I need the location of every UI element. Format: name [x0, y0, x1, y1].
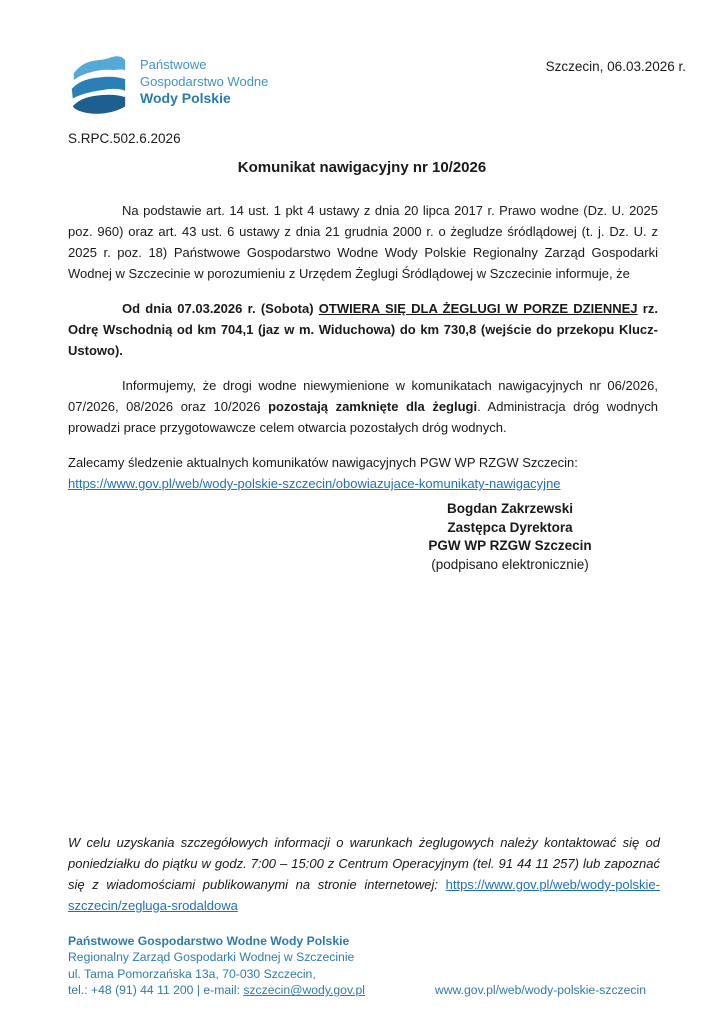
footer-contact-line [68, 982, 365, 998]
footer-street: ul. Tama Pomorzańska 13a, 70-030 Szczecin, [68, 966, 316, 981]
paragraph-legal-basis-text: Na podstawie art. 14 ust. 1 pkt 4 ustawy z dnia 20 lipca 2017 r. Prawo wodne (Dz. U. 2025 poz. 960) oraz art. 43 ust. 6 ustawy z dnia 21 grudnia 2000 r. o żegludze śródlądowej (t. j. Dz. U. z 2025 r. poz. 18) Państwowe Gospodarstwo Wodne Wody Polskie Regionalny Zarząd Gospodarki Wodnej w Szczecinie w porozumieniu z Urzędem Żeglugi Śródlądowej w Szczecinie informuje, że [68, 203, 658, 281]
wody-polskie-logo [65, 50, 268, 118]
logo-line-3: Wody Polskie [140, 90, 231, 106]
logo-line-1: Państwowe [140, 57, 207, 72]
footer-website: www.gov.pl/web/wody-polskie-szczecin [434, 983, 646, 998]
reference-number: S.RPC.502.6.2026 [68, 131, 181, 146]
announcement-underlined: OTWIERA SIĘ DLA ŻEGLUGI W PORZE DZIENNEJ [318, 301, 638, 316]
document-body [68, 200, 658, 508]
email-link[interactable]: szczecin@wody.gov.pl [243, 983, 366, 998]
announcement-intro: Od dnia 07.03.2026 r. (Sobota) [122, 301, 319, 316]
closed-waterways-bold: pozostają zamknięte dla żeglugi [268, 399, 478, 414]
footer-org: Państwowe Gospodarstwo Wodne Wody Polskie [68, 934, 350, 948]
footer [68, 933, 646, 999]
contact-note-text: W celu uzyskania szczegółowych informacji o warunkach żeglugowych należy kontaktować się od poniedziałku do piątku w godz. 7:00 – 15:00 z Centrum Operacyjnym (tel. 91 44 11 257) lub zapoznać się z wiadomościami publikowanymi na stronie internetowej: [68, 835, 660, 892]
place-and-date: Szczecin, 06.03.2026 r. [545, 59, 686, 74]
signature-note: (podpisano elektronicznie) [431, 556, 589, 572]
footer-address-block [68, 933, 365, 999]
signature-block [398, 500, 622, 574]
paragraph-legal-basis [68, 200, 658, 284]
logo-line-2: Gospodarstwo Wodne [140, 74, 269, 89]
signer-org: PGW WP RZGW Szczecin [428, 538, 592, 553]
zegluga-link[interactable]: https://www.gov.pl/web/wody-polskie-szczecin/zegluga-srodaldowa [68, 877, 660, 913]
closed-waterways-end: . Administracja dróg wodnych prowadzi prace przygotowawcze celem otwarcia pozostałych dróg wodnych. [68, 399, 658, 435]
footer-tel: tel.: +48 (91) 44 11 200 | e-mail: [68, 983, 244, 998]
header [65, 50, 686, 118]
signer-role: Zastępca Dyrektora [447, 519, 573, 535]
paragraph-closed-waterways [68, 375, 658, 438]
paragraph-announcement [68, 298, 658, 361]
closed-waterways-intro: Informujemy, że drogi wodne niewymienione w komunikatach nawigacyjnych nr 06/2026, 07/2026, 08/2026 oraz 10/2026 [68, 378, 658, 414]
contact-note [68, 832, 660, 916]
komunikaty-link[interactable]: https://www.gov.pl/web/wody-polskie-szczecin/obowiazujace-komunikaty-nawigacyjne [68, 476, 561, 491]
paragraph-recommendation [68, 452, 658, 494]
footer-division: Regionalny Zarząd Gospodarki Wodnej w Szczecinie [68, 950, 355, 965]
recommendation-text: Zalecamy śledzenie aktualnych komunikatów nawigacyjnych PGW WP RZGW Szczecin: [68, 455, 578, 470]
page-title: Komunikat nawigacyjny nr 10/2026 [237, 159, 487, 176]
signer-name: Bogdan Zakrzewski [446, 501, 574, 516]
announcement-detail: rz. Odrę Wschodnią od km 704,1 (jaz w m. Widuchowa) do km 730,8 (wejście do przekopu Klucz-Ustowo). [68, 301, 658, 358]
logo-text [140, 50, 268, 107]
waves-logo-icon [65, 50, 131, 118]
